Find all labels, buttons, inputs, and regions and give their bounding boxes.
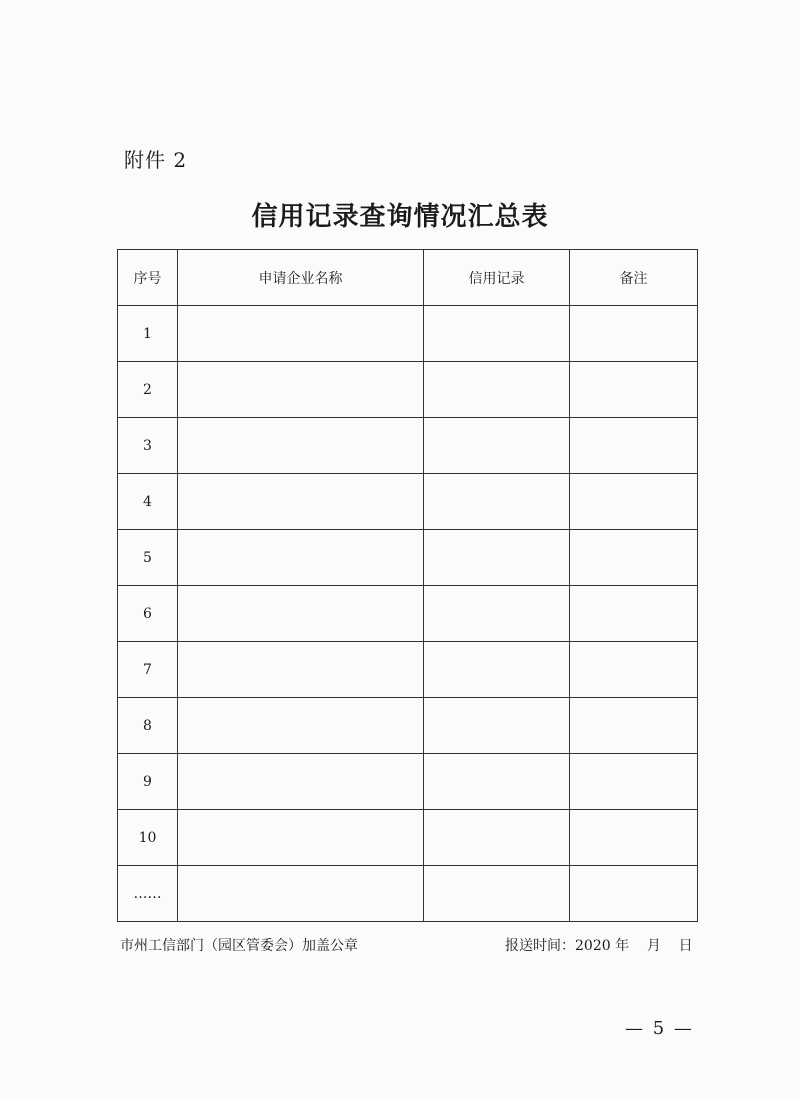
- table-row: [118, 698, 698, 754]
- header-company-name: 申请企业名称: [178, 250, 424, 306]
- header-remarks: 备注: [570, 250, 698, 306]
- remarks-cell[interactable]: [570, 866, 698, 922]
- remarks-cell[interactable]: [570, 306, 698, 362]
- table-row: [118, 810, 698, 866]
- table-row-continuation: [118, 866, 698, 922]
- attachment-label: 附件 2: [124, 148, 188, 172]
- row-serial-cell: 6: [118, 586, 178, 642]
- company-name-cell[interactable]: [178, 642, 424, 698]
- credit-record-cell[interactable]: [424, 418, 570, 474]
- row-serial-cell: 8: [118, 698, 178, 754]
- credit-record-cell[interactable]: [424, 586, 570, 642]
- row-serial-cell: 7: [118, 642, 178, 698]
- table-row: [118, 642, 698, 698]
- table-row: [118, 418, 698, 474]
- page-title: 信用记录查询情况汇总表: [251, 202, 549, 232]
- row-serial-cell: 2: [118, 362, 178, 418]
- credit-record-cell[interactable]: [424, 306, 570, 362]
- header-credit-record: 信用记录: [424, 250, 570, 306]
- table-row: [118, 306, 698, 362]
- continuation-cell: ……: [118, 866, 178, 922]
- company-name-cell[interactable]: [178, 306, 424, 362]
- company-name-cell[interactable]: [178, 810, 424, 866]
- credit-summary-table: [117, 249, 698, 922]
- company-name-cell[interactable]: [178, 866, 424, 922]
- company-name-cell[interactable]: [178, 362, 424, 418]
- table-header-row: [118, 250, 698, 306]
- table-row: [118, 530, 698, 586]
- row-serial-cell: 5: [118, 530, 178, 586]
- credit-record-cell[interactable]: [424, 698, 570, 754]
- table-row: [118, 474, 698, 530]
- row-serial-cell: 10: [118, 810, 178, 866]
- submit-time: 报送时间：2020 年 月 日: [505, 938, 693, 954]
- credit-record-cell[interactable]: [424, 810, 570, 866]
- remarks-cell[interactable]: [570, 698, 698, 754]
- header-serial: 序号: [118, 250, 178, 306]
- company-name-cell[interactable]: [178, 754, 424, 810]
- remarks-cell[interactable]: [570, 530, 698, 586]
- company-name-cell[interactable]: [178, 418, 424, 474]
- credit-record-cell[interactable]: [424, 754, 570, 810]
- remarks-cell[interactable]: [570, 642, 698, 698]
- remarks-cell[interactable]: [570, 418, 698, 474]
- remarks-cell[interactable]: [570, 474, 698, 530]
- table-row: [118, 362, 698, 418]
- company-name-cell[interactable]: [178, 474, 424, 530]
- remarks-cell[interactable]: [570, 754, 698, 810]
- credit-record-cell[interactable]: [424, 474, 570, 530]
- company-name-cell[interactable]: [178, 586, 424, 642]
- seal-note: 市州工信部门（园区管委会）加盖公章: [120, 938, 358, 954]
- credit-record-cell[interactable]: [424, 362, 570, 418]
- row-serial-cell: 1: [118, 306, 178, 362]
- row-serial-cell: 9: [118, 754, 178, 810]
- credit-record-cell[interactable]: [424, 642, 570, 698]
- table-row: [118, 586, 698, 642]
- remarks-cell[interactable]: [570, 810, 698, 866]
- credit-record-cell[interactable]: [424, 530, 570, 586]
- remarks-cell[interactable]: [570, 586, 698, 642]
- row-serial-cell: 3: [118, 418, 178, 474]
- row-serial-cell: 4: [118, 474, 178, 530]
- company-name-cell[interactable]: [178, 698, 424, 754]
- remarks-cell[interactable]: [570, 362, 698, 418]
- table-row: [118, 754, 698, 810]
- page-number: — 5 —: [625, 1018, 694, 1039]
- company-name-cell[interactable]: [178, 530, 424, 586]
- credit-record-cell[interactable]: [424, 866, 570, 922]
